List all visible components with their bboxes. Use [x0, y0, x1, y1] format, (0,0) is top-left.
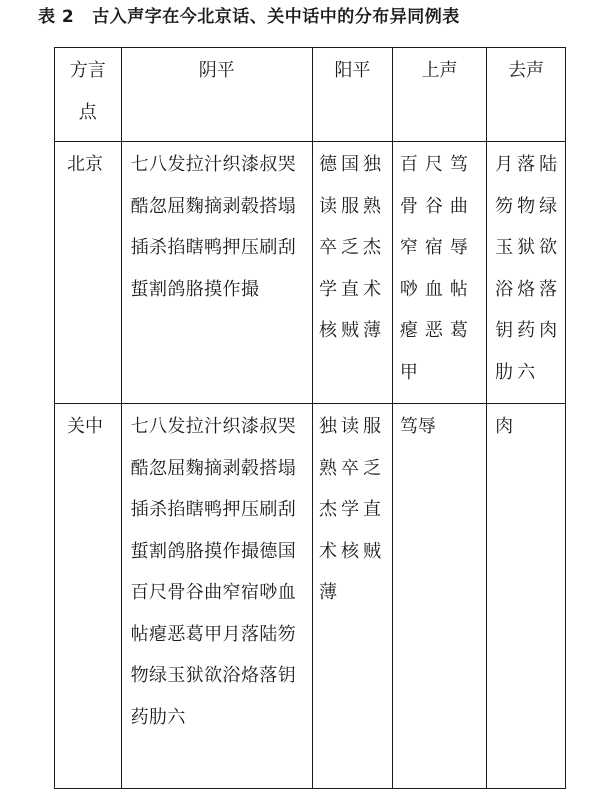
shangsheng-cell: 百尺笃骨谷曲窄宿辱唦血帖瘪恶葛甲 — [392, 142, 486, 404]
table-row — [55, 142, 566, 404]
yinping-cell: 七八发拉汁织漆叔哭酷忽屈麴摘剥毂搭塌插杀掐瞎鸭押压刷刮蜇割鸽胳摸作撮 — [121, 142, 312, 404]
qusheng-cell: 肉 — [487, 404, 566, 789]
header-cell-shangsheng: 上声 — [392, 48, 486, 142]
shangsheng-cell: 笃辱 — [392, 404, 486, 789]
dialect-cell: 关中 — [55, 404, 122, 789]
yinping-cell: 七八发拉汁织漆叔哭酷忽屈麴摘剥毂搭塌插杀掐瞎鸭押压刷刮蜇割鸽胳摸作撮德国百尺骨谷曲窄宿唦血帖瘪恶葛甲月落陆笏物绿玉狱欲浴烙落钥药肋六 — [121, 404, 312, 789]
yangping-cell: 德国独读服熟卒乏杰学直术核贼薄 — [313, 142, 393, 404]
qusheng-cell: 月落陆笏物绿玉狱欲浴烙落钥药肉肋六 — [487, 142, 566, 404]
dialect-distribution-table — [54, 47, 566, 789]
table-header-row — [55, 48, 566, 142]
table-number: 表 2 — [38, 7, 75, 27]
yangping-cell: 独读服熟卒乏杰学直术核贼薄 — [313, 404, 393, 789]
header-cell-yangping: 阳平 — [313, 48, 393, 142]
dialect-cell: 北京 — [55, 142, 122, 404]
table-caption — [38, 3, 460, 31]
header-cell-qusheng: 去声 — [487, 48, 566, 142]
table-title: 古入声字在今北京话、关中话中的分布异同例表 — [92, 7, 460, 27]
header-cell-dialect: 方言点 — [55, 48, 122, 142]
table-row — [55, 404, 566, 789]
header-cell-yinping: 阴平 — [121, 48, 312, 142]
